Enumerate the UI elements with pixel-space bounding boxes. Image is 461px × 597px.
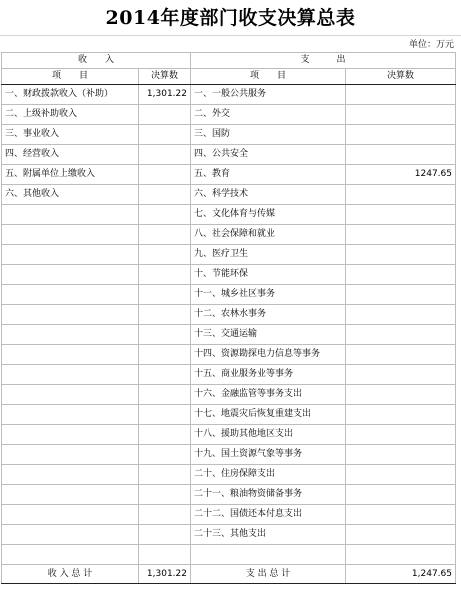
- expense-item-cell: 二十、住房保障支出: [191, 465, 346, 485]
- table-row: [2, 165, 456, 185]
- income-amount-cell: [139, 205, 191, 225]
- income-amount-cell: [139, 525, 191, 545]
- expense-item-cell: 二十二、国债还本付息支出: [191, 505, 346, 525]
- income-amount-cell: [139, 125, 191, 145]
- expense-amount-cell: [346, 105, 456, 125]
- income-item-cell: [2, 405, 139, 425]
- income-item-cell: [2, 425, 139, 445]
- income-item-cell: 二、上级补助收入: [2, 105, 139, 125]
- expense-amount-cell: 1247.65: [346, 165, 456, 185]
- income-amount-header: 决算数: [139, 69, 191, 85]
- expense-amount-cell: [346, 385, 456, 405]
- table-row: [2, 445, 456, 465]
- income-amount-cell: 1,301.22: [139, 85, 191, 105]
- income-item-cell: [2, 205, 139, 225]
- expense-amount-cell: [346, 185, 456, 205]
- income-amount-cell: [139, 345, 191, 365]
- income-amount-cell: [139, 485, 191, 505]
- budget-table: [1, 52, 456, 584]
- table-row: [2, 405, 456, 425]
- expense-item-cell: 十三、交通运输: [191, 325, 346, 345]
- income-item-cell: [2, 485, 139, 505]
- expense-item-cell: 十、节能环保: [191, 265, 346, 285]
- income-item-cell: [2, 245, 139, 265]
- expense-item-cell: 十七、地震灾后恢复重建支出: [191, 405, 346, 425]
- income-item-cell: 五、附属单位上缴收入: [2, 165, 139, 185]
- expense-item-cell: 十二、农林水事务: [191, 305, 346, 325]
- expense-item-cell: [191, 545, 346, 565]
- table-row: [2, 365, 456, 385]
- expense-amount-cell: [346, 525, 456, 545]
- income-item-cell: [2, 285, 139, 305]
- income-item-cell: 一、财政拨款收入（补助）: [2, 85, 139, 105]
- income-item-cell: [2, 445, 139, 465]
- expense-amount-cell: [346, 365, 456, 385]
- expense-total-label: 支 出 总 计: [191, 565, 346, 584]
- expense-amount-cell: [346, 225, 456, 245]
- expense-amount-cell: [346, 85, 456, 105]
- income-amount-cell: [139, 505, 191, 525]
- table-row: [2, 465, 456, 485]
- income-amount-cell: [139, 385, 191, 405]
- table-row: [2, 285, 456, 305]
- income-total-amount: 1,301.22: [139, 565, 191, 584]
- expense-item-cell: 十一、城乡社区事务: [191, 285, 346, 305]
- expense-item-cell: 三、国防: [191, 125, 346, 145]
- income-item-cell: [2, 345, 139, 365]
- expense-item-cell: 二十三、其他支出: [191, 525, 346, 545]
- income-amount-cell: [139, 225, 191, 245]
- income-amount-cell: [139, 265, 191, 285]
- income-amount-cell: [139, 245, 191, 265]
- income-amount-cell: [139, 145, 191, 165]
- income-amount-cell: [139, 185, 191, 205]
- table-row: [2, 185, 456, 205]
- income-item-cell: [2, 365, 139, 385]
- expense-section-header: 支 出: [191, 53, 456, 69]
- expense-amount-cell: [346, 485, 456, 505]
- income-amount-cell: [139, 285, 191, 305]
- income-item-cell: [2, 265, 139, 285]
- table-row: [2, 85, 456, 105]
- income-item-cell: 六、其他收入: [2, 185, 139, 205]
- table-row: [2, 125, 456, 145]
- page-title: 2014年度部门收支决算总表: [105, 7, 356, 29]
- expense-amount-cell: [346, 465, 456, 485]
- income-item-cell: [2, 225, 139, 245]
- income-item-cell: [2, 545, 139, 565]
- income-item-cell: [2, 305, 139, 325]
- income-amount-cell: [139, 305, 191, 325]
- income-section-header: 收 入: [2, 53, 191, 69]
- expense-item-cell: 六、科学技术: [191, 185, 346, 205]
- section-header-row: [2, 53, 456, 69]
- income-amount-cell: [139, 445, 191, 465]
- table-row: [2, 385, 456, 405]
- unit-label: 单位：万元: [408, 40, 454, 50]
- totals-row: [2, 565, 456, 584]
- expense-item-cell: 一、一般公共服务: [191, 85, 346, 105]
- expense-item-cell: 十六、金融监管等事务支出: [191, 385, 346, 405]
- table-row: [2, 205, 456, 225]
- expense-amount-cell: [346, 205, 456, 225]
- expense-item-cell: 七、文化体育与传媒: [191, 205, 346, 225]
- table-row: [2, 485, 456, 505]
- expense-amount-header: 决算数: [346, 69, 456, 85]
- income-amount-cell: [139, 105, 191, 125]
- expense-item-cell: 二、外交: [191, 105, 346, 125]
- income-amount-cell: [139, 425, 191, 445]
- expense-amount-cell: [346, 545, 456, 565]
- expense-amount-cell: [346, 145, 456, 165]
- table-row: [2, 505, 456, 525]
- expense-item-cell: 五、教育: [191, 165, 346, 185]
- expense-amount-cell: [346, 285, 456, 305]
- expense-amount-cell: [346, 405, 456, 425]
- income-item-cell: [2, 525, 139, 545]
- expense-item-cell: 九、医疗卫生: [191, 245, 346, 265]
- expense-amount-cell: [346, 445, 456, 465]
- table-row: [2, 265, 456, 285]
- table-row: [2, 225, 456, 245]
- table-row: [2, 325, 456, 345]
- expense-amount-cell: [346, 245, 456, 265]
- expense-amount-cell: [346, 125, 456, 145]
- expense-item-cell: 十五、商业服务业等事务: [191, 365, 346, 385]
- expense-item-cell: 十九、国土资源气象等事务: [191, 445, 346, 465]
- income-item-cell: 四、经营收入: [2, 145, 139, 165]
- table-row: [2, 245, 456, 265]
- expense-amount-cell: [346, 505, 456, 525]
- expense-item-cell: 八、社会保障和就业: [191, 225, 346, 245]
- table-row: [2, 545, 456, 565]
- income-item-cell: [2, 385, 139, 405]
- income-item-header: 项 目: [2, 69, 139, 85]
- income-amount-cell: [139, 165, 191, 185]
- income-amount-cell: [139, 405, 191, 425]
- income-amount-cell: [139, 325, 191, 345]
- expense-item-header: 项 目: [191, 69, 346, 85]
- income-amount-cell: [139, 365, 191, 385]
- expense-amount-cell: [346, 305, 456, 325]
- expense-item-cell: 十八、援助其他地区支出: [191, 425, 346, 445]
- expense-amount-cell: [346, 265, 456, 285]
- expense-item-cell: 四、公共安全: [191, 145, 346, 165]
- income-item-cell: [2, 505, 139, 525]
- sheet-gridline: [0, 35, 461, 36]
- table-row: [2, 425, 456, 445]
- expense-total-amount: 1,247.65: [346, 565, 456, 584]
- income-item-cell: [2, 465, 139, 485]
- expense-amount-cell: [346, 345, 456, 365]
- table-row: [2, 345, 456, 365]
- column-header-row: [2, 69, 456, 85]
- table-row: [2, 105, 456, 125]
- expense-item-cell: 十四、资源勘探电力信息等事务: [191, 345, 346, 365]
- table-row: [2, 305, 456, 325]
- expense-amount-cell: [346, 325, 456, 345]
- table-row: [2, 145, 456, 165]
- expense-item-cell: 二十一、粮油物资储备事务: [191, 485, 346, 505]
- income-item-cell: 三、事业收入: [2, 125, 139, 145]
- income-amount-cell: [139, 465, 191, 485]
- income-item-cell: [2, 325, 139, 345]
- income-total-label: 收 入 总 计: [2, 565, 139, 584]
- expense-amount-cell: [346, 425, 456, 445]
- table-row: [2, 525, 456, 545]
- income-amount-cell: [139, 545, 191, 565]
